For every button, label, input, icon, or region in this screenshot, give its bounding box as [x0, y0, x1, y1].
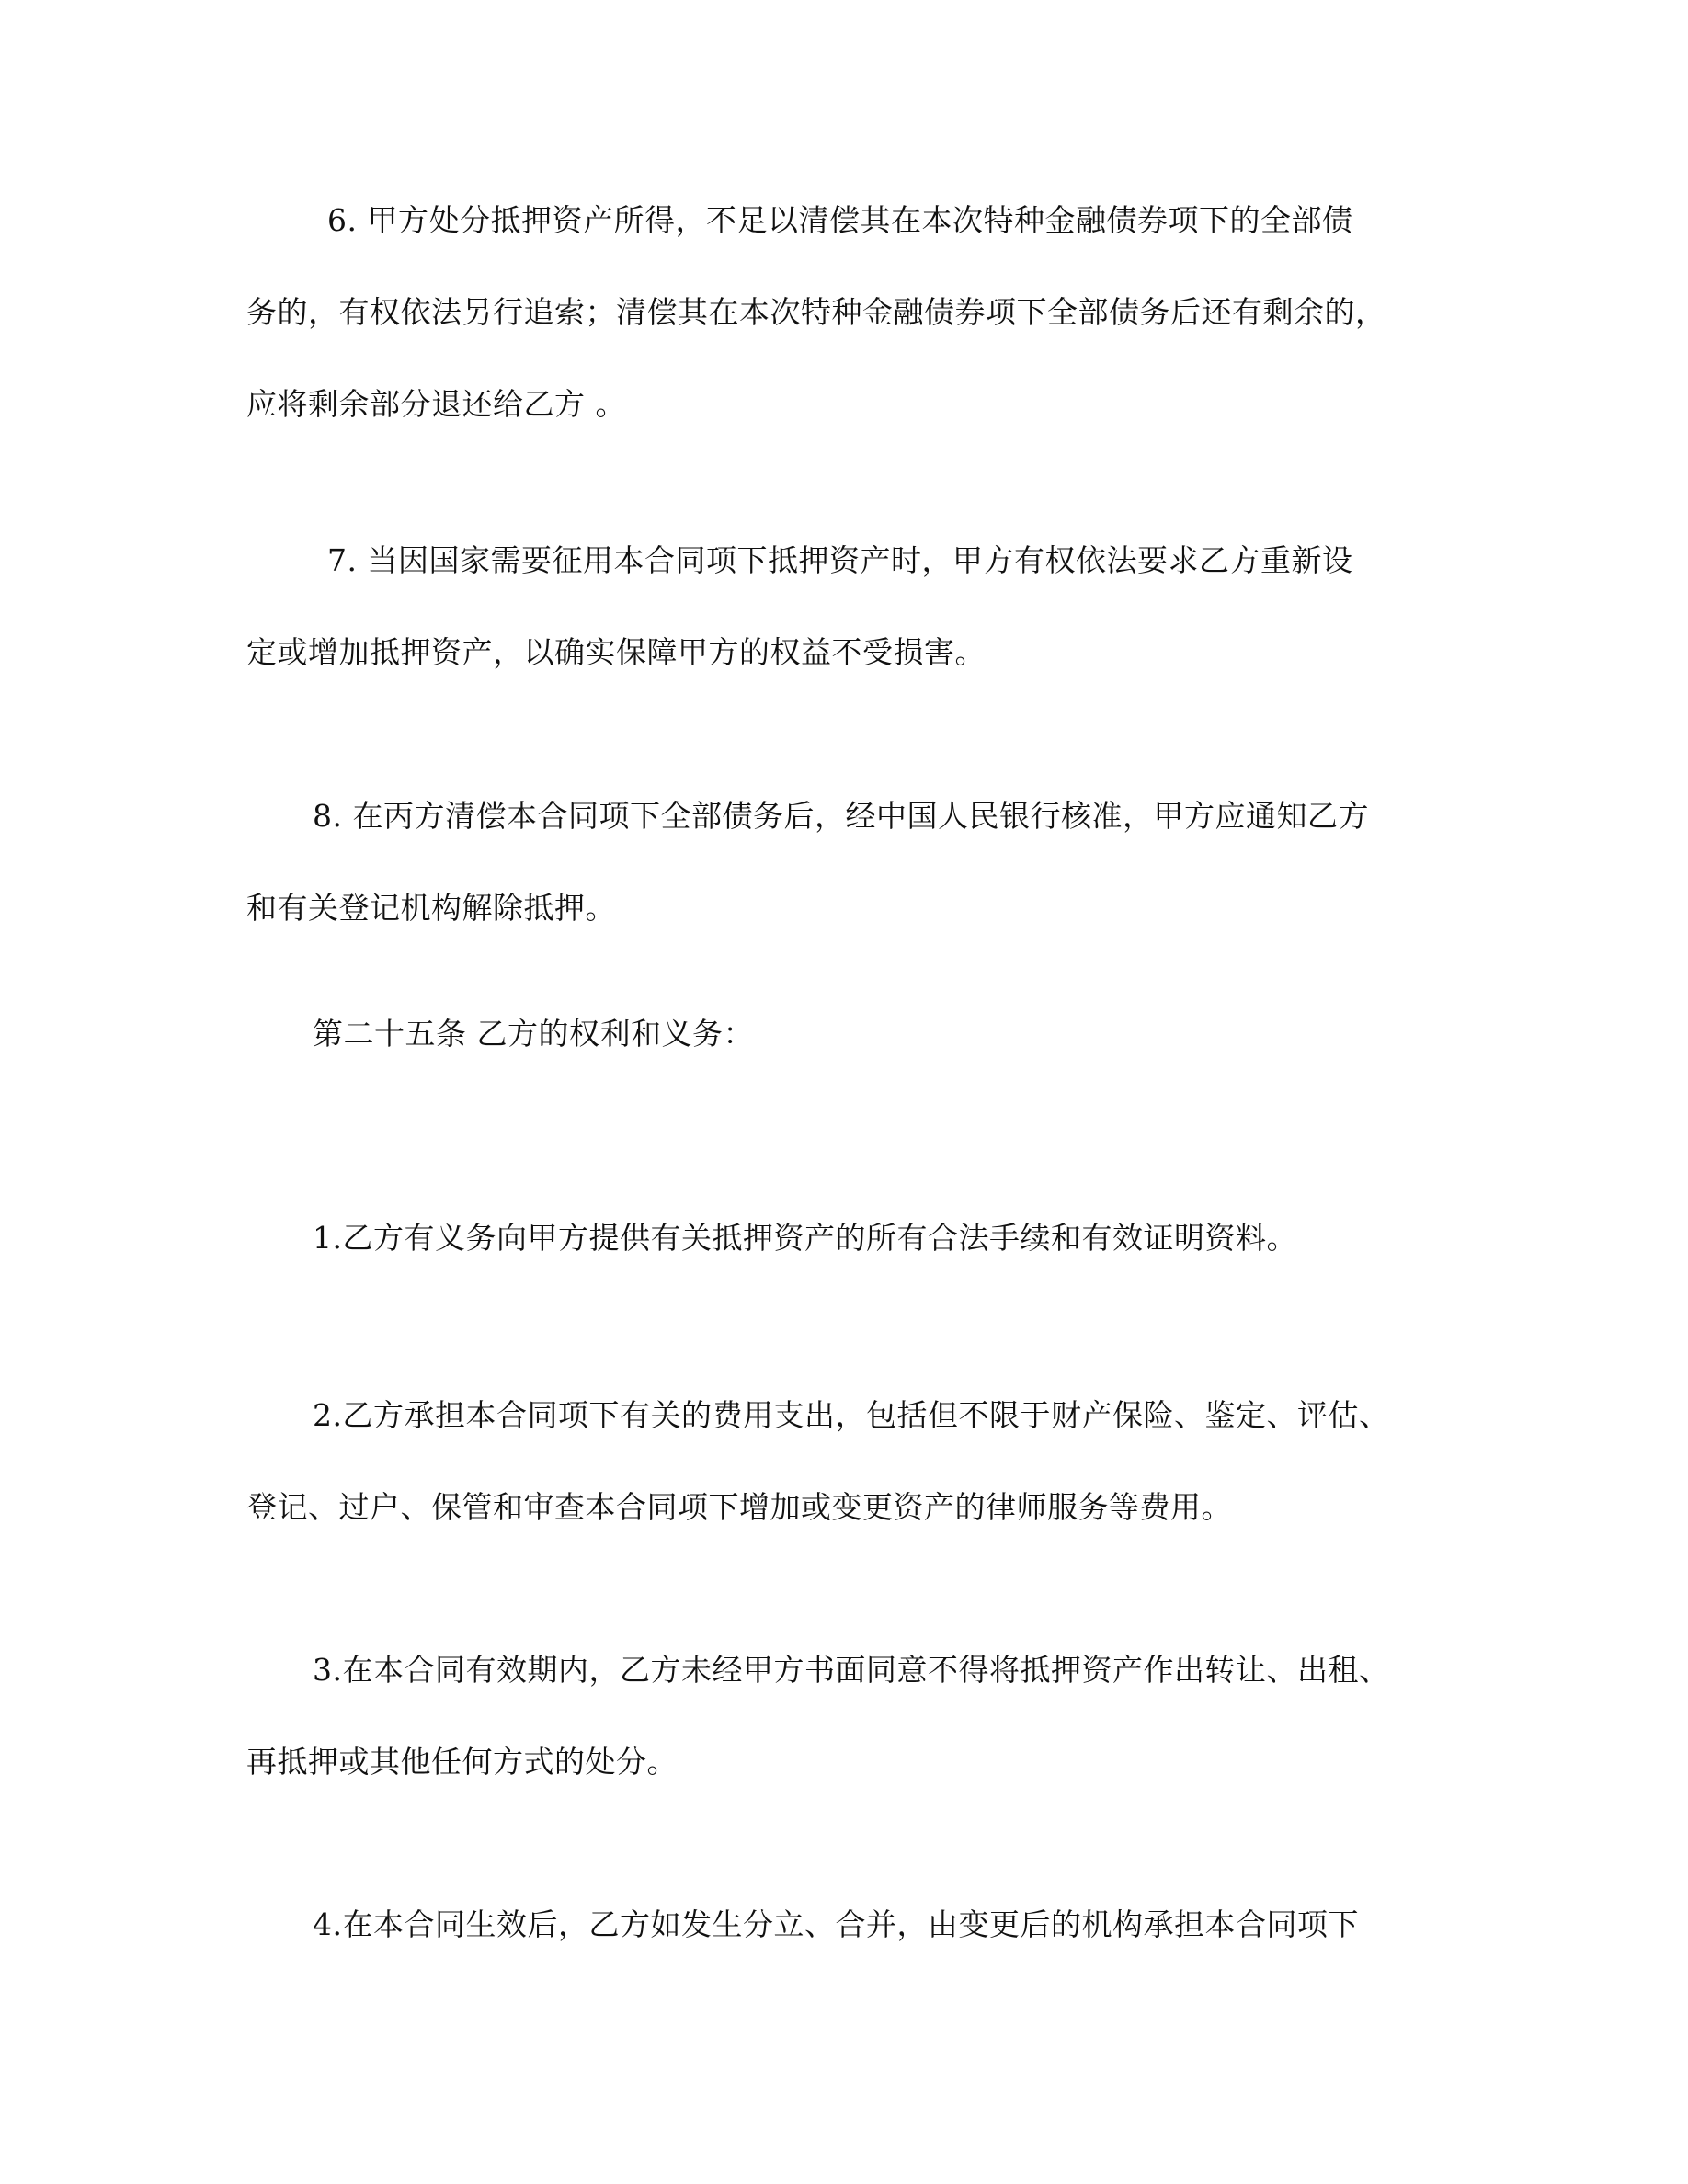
text-line: 登记、过户、保管和审查本合同项下增加或变更资产的律师服务等费用。 — [246, 1489, 1232, 1525]
text-line: 8. 在丙方清偿本合同项下全部债务后，经中国人民银行核准，甲方应通知乙方 — [313, 798, 1369, 834]
text-line: 3.在本合同有效期内，乙方未经甲方书面同意不得将抵押资产作出转让、出租、 — [313, 1652, 1390, 1688]
paragraph-duty-4 — [246, 1879, 1432, 1971]
text-line: 务的，有权依法另行追索；清偿其在本次特种金融债券项下全部债务后还有剩余的， — [246, 294, 1386, 330]
paragraph-duty-2 — [246, 1370, 1432, 1553]
paragraph-item-7 — [246, 515, 1432, 699]
paragraph-item-6 — [246, 175, 1432, 450]
text-line: 2.乙方承担本合同项下有关的费用支出，包括但不限于财产保险、鉴定、评估、 — [313, 1397, 1390, 1433]
paragraph-duty-3 — [246, 1624, 1432, 1808]
text-line: 和有关登记机构解除抵押。 — [246, 890, 616, 926]
paragraph-item-8 — [246, 770, 1432, 954]
paragraph-duty-1 — [246, 1192, 1432, 1284]
text-line: 7. 当因国家需要征用本合同项下抵押资产时，甲方有权依法要求乙方重新设 — [327, 542, 1353, 578]
text-line: 6. 甲方处分抵押资产所得，不足以清偿其在本次特种金融债券项下的全部债 — [327, 202, 1353, 238]
text-line: 再抵押或其他任何方式的处分。 — [246, 1744, 678, 1780]
text-line: 应将剩余部分退还给乙方 。 — [246, 386, 626, 422]
text-line: 4.在本合同生效后，乙方如发生分立、合并，由变更后的机构承担本合同项下 — [313, 1906, 1359, 1942]
text-line: 定或增加抵押资产，以确实保障甲方的权益不受损害。 — [246, 634, 986, 670]
article-heading — [246, 988, 1432, 1080]
text-line: 第二十五条 乙方的权利和义务： — [313, 1016, 754, 1052]
text-line: 1.乙方有义务向甲方提供有关抵押资产的所有合法手续和有效证明资料。 — [313, 1220, 1297, 1256]
